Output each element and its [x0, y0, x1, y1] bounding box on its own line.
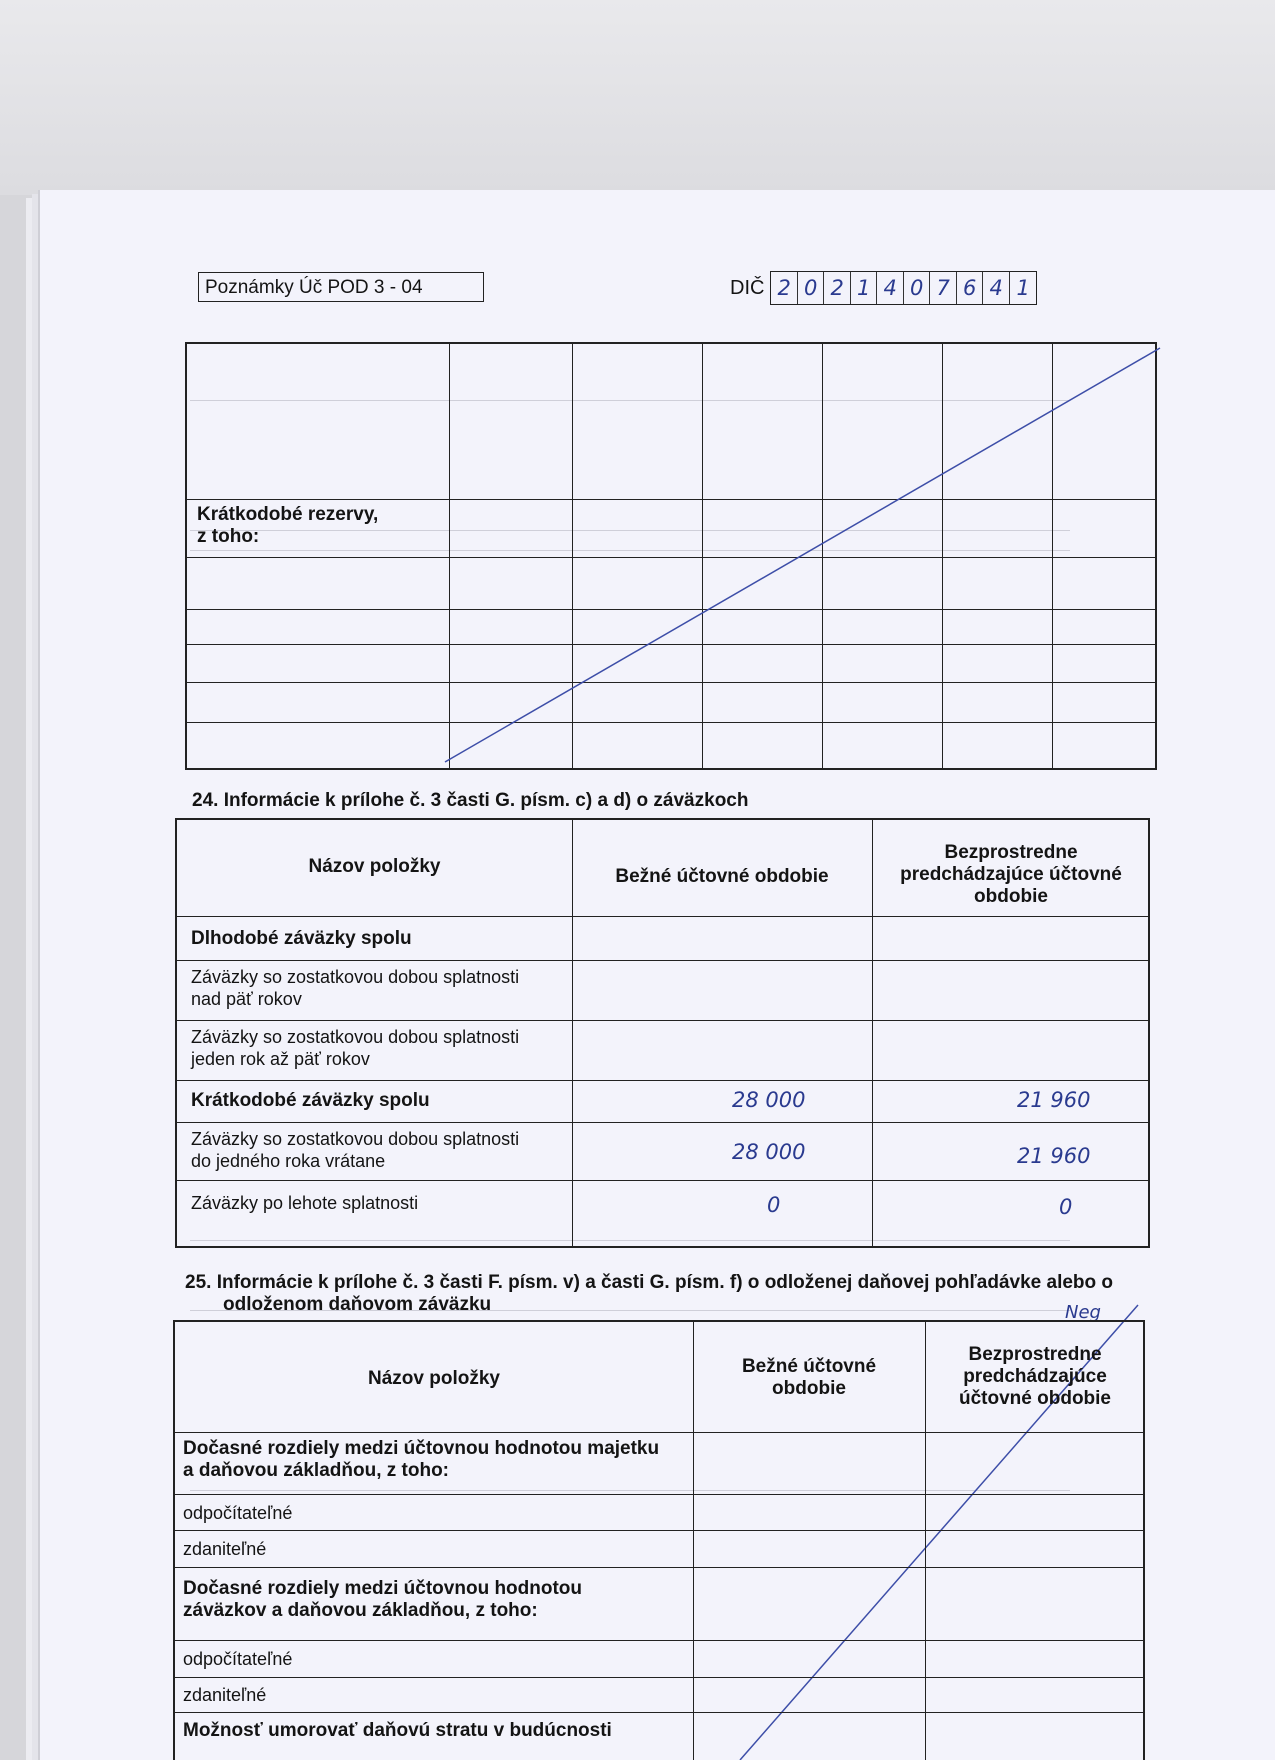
- row-label-line: Záväzky so zostatkovou dobou splatnosti: [191, 1129, 520, 1149]
- dic-digit: 0: [904, 272, 931, 304]
- value-overdue-current: 0: [767, 1193, 781, 1217]
- scan-background: [0, 0, 1275, 195]
- row-asset-differences: [183, 1438, 659, 1482]
- row-liability-differences: [183, 1578, 582, 1622]
- deferred-tax-table: [173, 1320, 1145, 1760]
- title-line: 25. Informácie k prílohe č. 3 časti F. písm. v) a časti G. písm. f) o odloženej daňovej pohľadávke alebo o: [185, 1272, 1114, 1293]
- header-line: Bezprostredne: [944, 842, 1078, 863]
- section-24-title: 24. Informácie k prílohe č. 3 časti G. písm. c) a d) o záväzkoch: [192, 790, 749, 811]
- column-header-current: Bežné účtovné obdobie: [615, 866, 829, 887]
- table-row-divider: [175, 1640, 1143, 1641]
- document-page: [40, 190, 1275, 1760]
- table-row-divider: [177, 1020, 1148, 1021]
- row-label-line: záväzkov a daňovou základňou, z toho:: [183, 1600, 538, 1621]
- table-row-divider: [175, 1712, 1143, 1713]
- row-label-line: a daňovou základňou, z toho:: [183, 1460, 449, 1481]
- dic-digit: 4: [983, 272, 1010, 304]
- table-row-divider: [177, 1180, 1148, 1181]
- dic-label: DIČ: [730, 276, 765, 299]
- header-line: účtovné obdobie: [959, 1388, 1111, 1409]
- form-code-label: Poznámky Úč POD 3 - 04: [205, 277, 423, 298]
- row-tax-loss-carryforward: Možnosť umorovať daňovú stratu v budúcnosti: [183, 1720, 612, 1741]
- header-line: obdobie: [974, 886, 1048, 907]
- row-deductible: odpočítateľné: [183, 1503, 293, 1523]
- dic-digit: 2: [771, 272, 798, 304]
- title-line: odloženom daňovom záväzku: [223, 1294, 492, 1315]
- header-line: obdobie: [772, 1378, 846, 1399]
- row-short-term-total: Krátkodobé záväzky spolu: [191, 1090, 430, 1111]
- row-label-line: nad päť rokov: [191, 989, 302, 1009]
- row-overdue: Záväzky po lehote splatnosti: [191, 1193, 419, 1213]
- row-over-five-years: [191, 966, 519, 1010]
- value-short-term-current: 28 000: [732, 1088, 806, 1112]
- row-long-term-total: Dlhodobé záväzky spolu: [191, 928, 412, 949]
- column-header-name: Názov položky: [308, 856, 441, 877]
- header-line: predchádzajúce: [963, 1366, 1107, 1387]
- row-one-to-five-years: [191, 1026, 519, 1070]
- dic-digit: 6: [957, 272, 984, 304]
- row-label-line: z toho:: [197, 526, 260, 547]
- value-short-term-previous: 21 960: [1017, 1088, 1091, 1112]
- dic-digit: 2: [824, 272, 851, 304]
- table-row-divider: [175, 1567, 1143, 1568]
- value-overdue-previous: 0: [1059, 1195, 1073, 1219]
- table-row-divider: [175, 1494, 1143, 1495]
- row-up-to-one-year: [191, 1128, 519, 1172]
- table-row-divider: [175, 1530, 1143, 1531]
- column-header-previous: [872, 842, 1150, 908]
- liabilities-table: [175, 818, 1150, 1248]
- value-up-to-one-year-previous: 21 960: [1017, 1144, 1091, 1168]
- value-up-to-one-year-current: 28 000: [732, 1140, 806, 1164]
- row-label-line: Dočasné rozdiely medzi účtovnou hodnotou majetku: [183, 1438, 660, 1459]
- dic-digit: 1: [851, 272, 878, 304]
- column-header-current: [693, 1356, 925, 1400]
- row-deductible: odpočítateľné: [183, 1649, 293, 1669]
- handwritten-note: Neg: [1065, 1302, 1101, 1323]
- column-header-name: Názov položky: [368, 1368, 500, 1389]
- table-row-divider: [175, 1677, 1143, 1678]
- header-line: predchádzajúce účtovné: [900, 864, 1122, 885]
- table-row-divider: [177, 1080, 1148, 1081]
- row-label-line: Dočasné rozdiely medzi účtovnou hodnotou: [183, 1578, 583, 1599]
- dic-digit: 4: [877, 272, 904, 304]
- row-label-line: Krátkodobé rezervy,: [197, 504, 379, 525]
- row-taxable: zdaniteľné: [183, 1539, 267, 1559]
- dic-digit: 0: [798, 272, 825, 304]
- dic-digit: 1: [1016, 276, 1030, 300]
- row-label-line: do jedného roka vrátane: [191, 1151, 386, 1171]
- table-row-divider: [177, 1122, 1148, 1123]
- dic-digit: 7: [930, 272, 957, 304]
- table-row-divider: [177, 916, 1148, 917]
- column-header-previous: [925, 1344, 1145, 1410]
- table-row-divider: [175, 1432, 1143, 1433]
- row-label-line: jeden rok až päť rokov: [191, 1049, 370, 1069]
- row-taxable: zdaniteľné: [183, 1685, 267, 1705]
- row-label-line: Záväzky so zostatkovou dobou splatnosti: [191, 1027, 520, 1047]
- section-25-title: [185, 1272, 1113, 1316]
- table-row-divider: [177, 960, 1148, 961]
- header-line: Bežné účtovné: [741, 1356, 877, 1377]
- header-line: Bezprostredne: [968, 1344, 1102, 1365]
- row-label-line: Záväzky so zostatkovou dobou splatnosti: [191, 967, 520, 987]
